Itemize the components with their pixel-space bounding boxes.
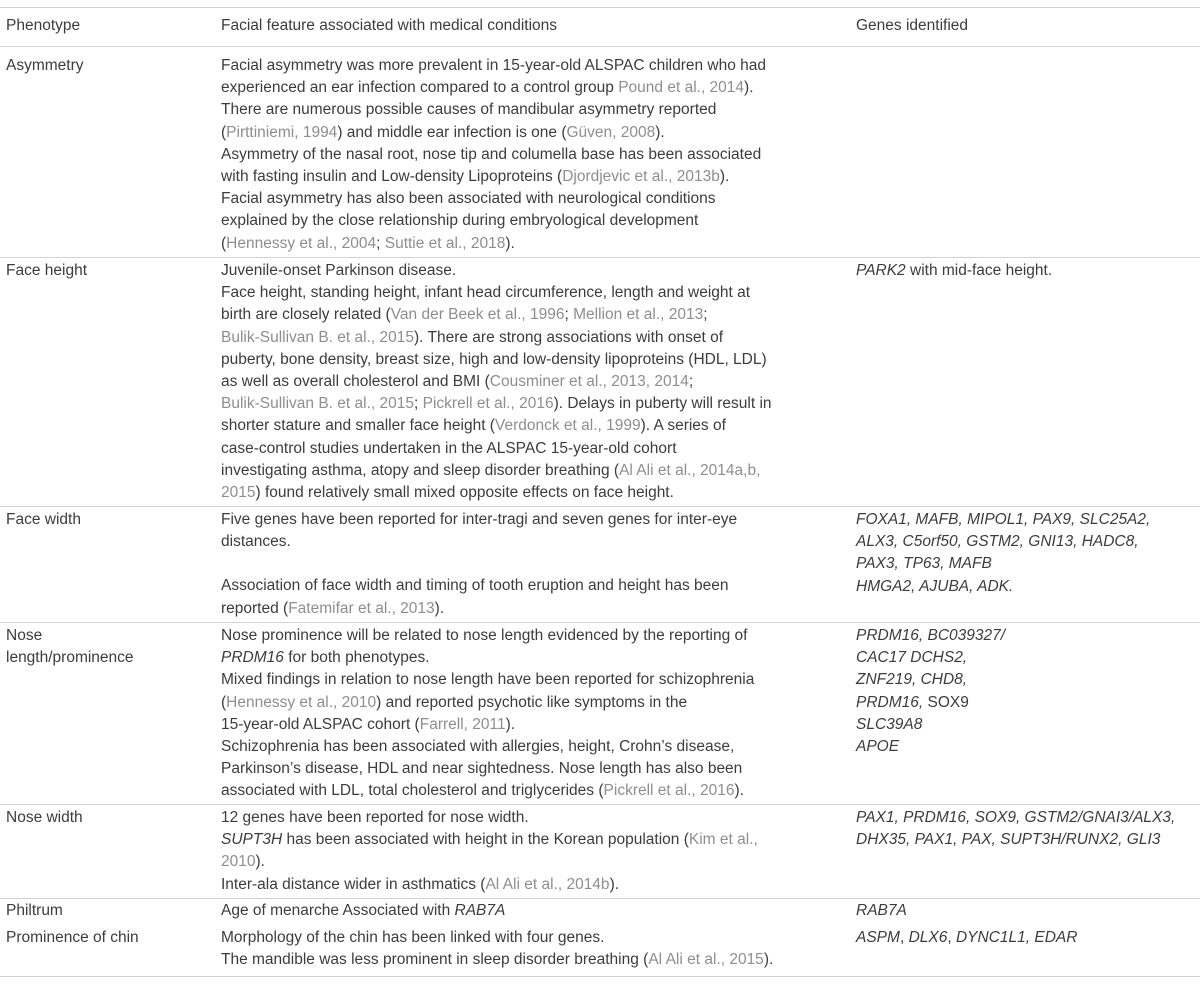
gene-line: DHX35, PAX1, PAX, SUPT3H/RUNX2, GLI3 bbox=[856, 831, 1161, 849]
gene-symbol: SUPT3H bbox=[221, 831, 283, 849]
text-segment: for both phenotypes. bbox=[283, 649, 430, 667]
text-line bbox=[221, 482, 801, 504]
genes-prominence-of-chin bbox=[856, 927, 1196, 949]
text-segment: investigating asthma, atopy and sleep disorder breathing ( bbox=[221, 461, 620, 479]
gene-symbol: PRDM16 bbox=[221, 649, 284, 667]
text-line: 12 genes have been reported for nose width. bbox=[221, 809, 529, 826]
text-segment: ). Delays in puberty will result in bbox=[553, 395, 772, 413]
gene-line: CAC17 DCHS2, bbox=[856, 649, 968, 667]
header-genes: Genes identified bbox=[856, 17, 969, 34]
genes-philtrum bbox=[856, 900, 1196, 922]
feature-nose-length-prominence bbox=[221, 625, 801, 803]
text-line: Nose prominence will be related to nose length evidenced by the reporting of bbox=[221, 627, 748, 644]
text-segment: ) found relatively small mixed opposite effects on face height. bbox=[255, 484, 674, 502]
citation: Suttie et al., 2018 bbox=[384, 234, 506, 252]
feature-face-width bbox=[221, 509, 801, 620]
text-line bbox=[221, 77, 801, 99]
text-line bbox=[221, 851, 801, 873]
citation: Kim et al., bbox=[688, 831, 758, 849]
gene-line: ALX3, C5orf50, GSTM2, GNI13, HADC8, bbox=[856, 533, 1139, 551]
genes-face-width bbox=[856, 509, 1196, 598]
genes-nose-length-prominence bbox=[856, 625, 1196, 758]
citation: Cousminer et al., 2013, 2014 bbox=[489, 373, 689, 391]
citation: Van der Beek et al., 1996 bbox=[390, 306, 565, 324]
gene-symbol: ASPM bbox=[856, 929, 900, 946]
row-divider bbox=[0, 257, 1200, 258]
spacer bbox=[221, 553, 801, 575]
text-line bbox=[221, 829, 801, 851]
gene-line: SLC39A8 bbox=[856, 715, 923, 733]
citation: Verdonck et al., 1999 bbox=[494, 417, 641, 435]
text-line bbox=[221, 166, 801, 188]
text-segment: ) and middle ear infection is one ( bbox=[337, 123, 567, 141]
text-segment: ( bbox=[221, 693, 227, 711]
text-line: Asymmetry of the nasal root, nose tip and columella base has been associated bbox=[221, 145, 762, 163]
text-segment: ; bbox=[376, 234, 385, 252]
text-line bbox=[221, 415, 801, 437]
text-line: length/prominence bbox=[6, 649, 134, 667]
feature-philtrum bbox=[221, 900, 801, 922]
feature-prominence-of-chin bbox=[221, 927, 801, 971]
citation: Pound et al., 2014 bbox=[618, 79, 745, 97]
text-line bbox=[221, 692, 801, 714]
text-line bbox=[221, 714, 801, 736]
text-segment: ). bbox=[434, 599, 445, 617]
text-line: Nose bbox=[6, 627, 43, 644]
citation: Pickrell et al., 2016 bbox=[603, 782, 735, 800]
citation: Bulik-Sullivan B. et al., 2015 bbox=[221, 395, 414, 413]
gene-line bbox=[856, 927, 1196, 949]
text-segment: ). bbox=[655, 123, 665, 141]
text-segment: Inter-ala distance wider in asthmatics ( bbox=[221, 875, 486, 893]
text-segment: ; bbox=[703, 306, 708, 324]
text-segment: ). bbox=[744, 79, 754, 97]
phenotype-nose-width: Nose width bbox=[6, 809, 83, 826]
citation: Djordjevic et al., 2013b bbox=[562, 168, 720, 186]
text-line: Mixed findings in relation to nose length have been reported for schizophrenia bbox=[221, 671, 755, 689]
text-line bbox=[221, 233, 801, 255]
gene-line bbox=[856, 692, 1196, 714]
phenotype-face-width: Face width bbox=[6, 511, 81, 528]
citation: Pickrell et al., 2016 bbox=[422, 395, 554, 413]
text-line: Face height, standing height, infant head circumference, length and weight at bbox=[221, 284, 751, 302]
header-rule bbox=[0, 46, 1200, 47]
text-segment: 15-year-old ALSPAC cohort ( bbox=[221, 715, 420, 733]
text-segment: ; bbox=[414, 395, 423, 413]
feature-face-height bbox=[221, 260, 801, 504]
phenotype-face-height: Face height bbox=[6, 262, 87, 279]
text-line bbox=[221, 647, 801, 669]
citation: Farrell, 2011 bbox=[419, 715, 506, 733]
text-segment: ) and reported psychotic like symptoms in the bbox=[376, 693, 688, 711]
text-line: Schizophrenia has been associated with allergies, height, Crohn’s disease, bbox=[221, 738, 735, 756]
text-line bbox=[221, 900, 801, 922]
text-segment: with mid-face height. bbox=[905, 262, 1053, 279]
text-line bbox=[221, 327, 801, 349]
text-segment: Age of menarche Associated with bbox=[221, 902, 455, 919]
text-segment: The mandible was less prominent in sleep disorder breathing ( bbox=[221, 951, 649, 969]
citation: 2010 bbox=[221, 853, 256, 871]
citation: Al Ali et al., 2014b bbox=[485, 875, 610, 893]
text-line: case-control studies undertaken in the ALSPAC 15-year-old cohort bbox=[221, 439, 677, 457]
text-line: Juvenile-onset Parkinson disease. bbox=[221, 262, 457, 279]
citation: Güven, 2008 bbox=[566, 123, 656, 141]
gene-line: FOXA1, MAFB, MIPOL1, PAX9, SLC25A2, bbox=[856, 511, 1151, 528]
text-segment: with fasting insulin and Low-density Lipoproteins ( bbox=[221, 168, 563, 186]
text-segment: , bbox=[899, 929, 909, 946]
text-line: puberty, bone density, breast size, high and low-density lipoproteins (HDL, LDL) bbox=[221, 350, 767, 368]
row-divider bbox=[0, 506, 1200, 507]
phenotype-nose-length-prominence bbox=[6, 625, 206, 669]
genes-nose-width bbox=[856, 807, 1196, 851]
text-line bbox=[221, 304, 801, 326]
citation: Fatemifar et al., 2013 bbox=[288, 599, 435, 617]
text-segment: ; bbox=[688, 373, 694, 391]
gene-line bbox=[856, 260, 1196, 282]
gene-symbol: PRDM16, bbox=[856, 693, 924, 711]
gene-symbol: RAB7A bbox=[454, 902, 506, 919]
row-divider bbox=[0, 898, 1200, 899]
genes-face-height bbox=[856, 260, 1196, 282]
gene-line: HMGA2, AJUBA, ADK. bbox=[856, 577, 1014, 595]
text-segment: ; bbox=[564, 306, 574, 324]
text-line: Parkinson’s disease, HDL and near sightedness. Nose length has also been bbox=[221, 760, 743, 778]
citation: Al Ali et al., 2014a,b, bbox=[619, 461, 761, 479]
gene-symbol: DYNC1L1, EDAR bbox=[955, 929, 1078, 946]
gene-line: RAB7A bbox=[856, 902, 907, 919]
citation: Hennessy et al., 2010 bbox=[226, 693, 377, 711]
citation: Hennessy et al., 2004 bbox=[226, 234, 377, 252]
row-divider bbox=[0, 622, 1200, 623]
gene-line: PAX1, PRDM16, SOX9, GSTM2/GNAI3/ALX3, bbox=[856, 809, 1176, 826]
feature-asymmetry bbox=[221, 55, 801, 255]
gene-line: PRDM16, BC039327/ bbox=[856, 627, 1006, 644]
text-line bbox=[221, 393, 801, 415]
text-line: Facial asymmetry was more prevalent in 15-year-old ALSPAC children who had bbox=[221, 57, 767, 74]
text-segment: ). A series of bbox=[640, 417, 726, 435]
text-segment: as well as overall cholesterol and BMI ( bbox=[221, 373, 490, 391]
text-segment: ( bbox=[221, 123, 227, 141]
text-line bbox=[221, 460, 801, 482]
phenotype-asymmetry: Asymmetry bbox=[6, 57, 84, 74]
phenotype-prominence-of-chin: Prominence of chin bbox=[6, 929, 139, 946]
text-line bbox=[221, 874, 801, 896]
citation: 2015 bbox=[221, 484, 256, 502]
feature-nose-width bbox=[221, 807, 801, 896]
text-segment: has been associated with height in the Korean population ( bbox=[282, 831, 689, 849]
text-segment: reported ( bbox=[221, 599, 289, 617]
citation: Bulik-Sullivan B. et al., 2015 bbox=[221, 328, 414, 346]
table-top-rule bbox=[0, 7, 1200, 8]
text-line: Five genes have been reported for inter-tragi and seven genes for inter-eye bbox=[221, 511, 738, 528]
phenotype-philtrum: Philtrum bbox=[6, 902, 63, 919]
gene-line: APOE bbox=[856, 738, 900, 756]
text-line: explained by the close relationship during embryological development bbox=[221, 212, 699, 230]
header-phenotype: Phenotype bbox=[6, 17, 81, 34]
table-bottom-rule bbox=[0, 976, 1200, 977]
text-line: There are numerous possible causes of mandibular asymmetry reported bbox=[221, 101, 717, 119]
text-segment: ). bbox=[505, 234, 515, 252]
text-line: Association of face width and timing of tooth eruption and height has been bbox=[221, 577, 729, 595]
text-line bbox=[221, 122, 801, 144]
text-segment: ). bbox=[719, 168, 730, 186]
text-segment: ). There are strong associations with onset of bbox=[414, 328, 724, 346]
text-segment: ). bbox=[763, 951, 774, 969]
text-segment: ). bbox=[734, 782, 744, 800]
text-segment: ). bbox=[505, 715, 516, 733]
text-segment: shorter stature and smaller face height ( bbox=[221, 417, 495, 435]
text-line: Morphology of the chin has been linked with four genes. bbox=[221, 929, 605, 946]
text-line: Facial asymmetry has also been associated with neurological conditions bbox=[221, 190, 716, 208]
gene-line: ZNF219, CHD8, bbox=[856, 671, 968, 689]
text-line: distances. bbox=[221, 533, 291, 551]
text-segment: ( bbox=[221, 234, 227, 252]
text-segment: associated with LDL, total cholesterol and triglycerides ( bbox=[221, 782, 604, 800]
text-segment: ). bbox=[255, 853, 265, 871]
citation: Al Ali et al., 2015 bbox=[648, 951, 764, 969]
citation: Pirttiniemi, 1994 bbox=[226, 123, 338, 141]
text-line bbox=[221, 598, 801, 620]
gene-line: PAX3, TP63, MAFB bbox=[856, 555, 992, 573]
text-line bbox=[221, 949, 801, 971]
text-line bbox=[221, 371, 801, 393]
gene-symbol: SOX9 bbox=[923, 693, 969, 711]
text-segment: ). bbox=[609, 875, 620, 893]
row-divider bbox=[0, 804, 1200, 805]
header-facial-feature: Facial feature associated with medical conditions bbox=[221, 17, 558, 34]
text-segment: birth are closely related ( bbox=[221, 306, 391, 324]
text-segment: experienced an ear infection compared to a control group bbox=[221, 79, 619, 97]
gene-symbol: DLX6 bbox=[908, 929, 948, 946]
gene-symbol: PARK2 bbox=[856, 262, 906, 279]
citation: Mellion et al., 2013 bbox=[573, 306, 704, 324]
text-line bbox=[221, 780, 801, 802]
text-segment: , bbox=[947, 929, 956, 946]
